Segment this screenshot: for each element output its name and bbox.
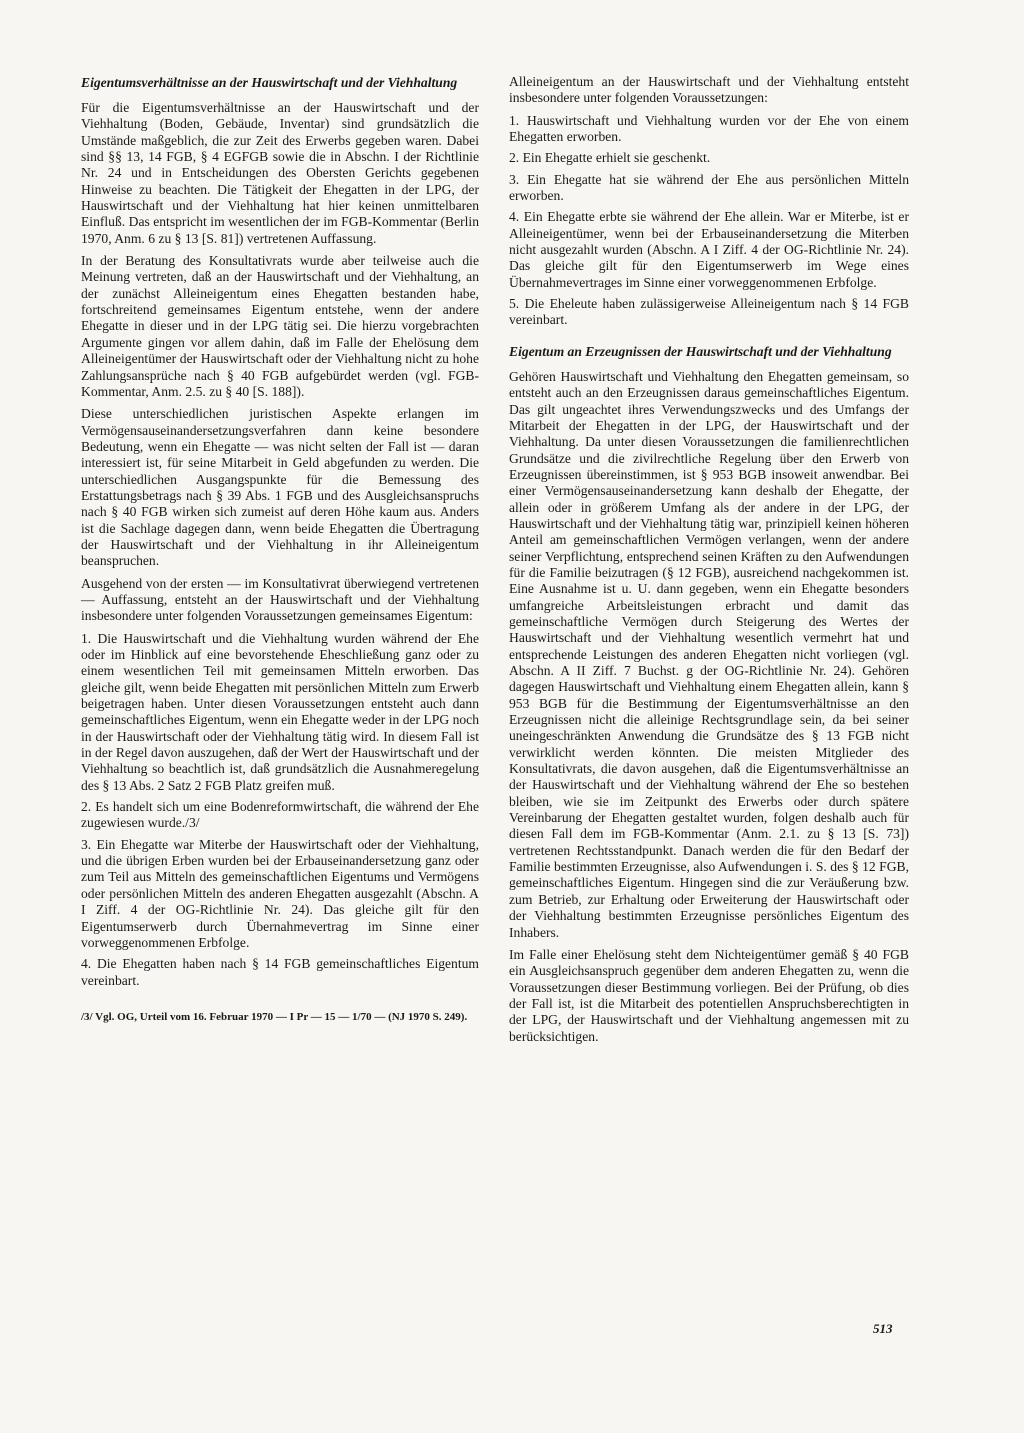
- paragraph: Gehören Hauswirtschaft und Viehhaltung den Ehegatten gemeinsam, so entsteht auch an den Erzeugnissen daraus gemeinschaftliches Eigentum. Das gilt ungeachtet ihres Verwendungszwecks und des Umfangs der Mitarbeit der Ehegatten in der LPG, der Hauswirtschaft und der Viehhaltung. Da unter diesen Voraussetzungen die familienrechtlichen Grundsätze und die zivilrechtliche Regelung über den Erwerb von Erzeugnissen übereinstimmen, ist § 953 BGB insoweit anwendbar. Bei einer Vermögensauseinandersetzung kann deshalb der Ehegatte, der allein oder in größerem Umfang als der andere in der LPG, der Hauswirtschaft und der Viehhaltung tätig war, prinzipiell keinen höheren Anteil am gemeinschaftlichen Vermögen verlangen, wenn der andere seiner Verpflichtung, entsprechend seinen Kräften zu den Aufwendungen für die Familie beizutragen (§ 12 FGB), ausreichend nachgekommen ist. Eine Ausnahme ist u. U. dann gegeben, wenn ein Ehegatte besonders umfangreiche Arbeitsleistungen erbracht und damit das gemeinschaftliche Vermögen durch Steigerung des Wertes der Hauswirtschaft und der Viehhaltung wesentlich vermehrt hat und entsprechende Leistungen des anderen Ehegatten nicht vorliegen (vgl. Abschn. A II Ziff. 7 Buchst. g der OG-Richtlinie Nr. 24). Gehören dagegen Hauswirtschaft und Viehhaltung einem Ehegatten allein, kann § 953 BGB für die Bestimmung der Eigentumsverhältnisse an den Erzeugnissen nicht die alleinige Rechtsgrundlage sein, da bei seiner uneingeschränkten Anwendung die Grundsätze des § 13 FGB nicht verwirklicht werden könnten. Die meisten Mitglieder des Konsultativrats, die davon ausgehen, daß die Eigentumsverhältnisse an der Hauswirtschaft und der Viehhaltung während der Ehe so bestehen bleiben, wie sie im Zeitpunkt des Erwerbs oder durch spätere Vereinbarung der Ehegatten gestaltet wurden, folgen deshalb auch für diesen Fall dem im FGB-Kommentar (Anm. 2.1. zu § 13 [S. 73]) vertretenen Rechtsstandpunkt. Danach werden die für den Bedarf der Familie bestimmten Erzeugnisse, also Aufwendungen i. S. des § 12 FGB, gemeinschaftliches Eigentum. Hingegen sind die zur Veräußerung bzw. zum Betrieb, zur Erhaltung oder Erweiterung der Hauswirtschaft oder der Viehhaltung bestimmten Erzeugnisse persönliches Eigentum des Inhabers.: [509, 368, 909, 940]
- paragraph: Diese unterschiedlichen juristischen Aspekte erlangen im Vermögensauseinandersetzungsverfahren dann keine besondere Bedeutung, wenn ein Ehegatte — was nicht selten der Fall ist — daran interessiert ist, für seine Mitarbeit in Geld abgefunden zu werden. Die unterschiedlichen Ausgangspunkte für die Bemessung des Erstattungsbetrags nach § 39 Abs. 1 FGB und des Ausgleichsanspruchs nach § 40 FGB wirken sich zumeist auf deren Höhe kaum aus. Anders ist die Sachlage dagegen dann, wenn beide Ehegatten die Übertragung der Hauswirtschaft und der Viehhaltung in ihr Alleineigentum beanspruchen.: [81, 406, 479, 569]
- list-item: 2. Es handelt sich um eine Bodenreformwirtschaft, die während der Ehe zugewiesen wurde./3/: [81, 799, 479, 831]
- list-item: 3. Ein Ehegatte war Miterbe der Hauswirtschaft oder der Viehhaltung, und die übrigen Erben wurden bei der Erbauseinandersetzung ganz oder zum Teil aus Mitteln des gemeinschaftlichen Eigentums und Vermögens oder persönlichen Mitteln des anderen Ehegatten ausgezahlt (Abschn. A I Ziff. 4 der OG-Richtlinie Nr. 24). Das gleiche gilt für den Eigentumserwerb durch Übernahmevertrag im Sinne einer vorweggenommenen Erbfolge.: [81, 836, 479, 950]
- right-column: [509, 74, 909, 1051]
- section-heading-ownership: Eigentumsverhältnisse an der Hauswirtschaft und der Viehhaltung: [81, 75, 458, 90]
- list-item: 4. Ein Ehegatte erbte sie während der Ehe allein. War er Miterbe, ist er Alleineigentümer, wenn bei der Erbauseinandersetzung die Miterben nicht ausgezahlt wurden (Abschn. A I Ziff. 4 der OG-Richtlinie Nr. 24). Das gleiche gilt für den Eigentumserwerb im Wege eines Übernahmevertrages im Sinne einer vorweggenommenen Erbfolge.: [509, 209, 909, 290]
- list-item: 1. Die Hauswirtschaft und die Viehhaltung wurden während der Ehe oder im Hinblick auf eine bevorstehende Eheschließung ganz oder zu einem wesentlichen Teil mit gemeinsamen Mitteln erworben. Das gleiche gilt, wenn beide Ehegatten mit persönlichen Mitteln zum Erwerb beigetragen haben. Unter diesen Voraussetzungen entsteht auch dann gemeinschaftliches Eigentum, wenn ein Ehegatte weder in der LPG noch in der Hauswirtschaft oder der Viehhaltung tätig wird. In diesem Fall ist in der Regel davon auszugehen, daß der Wert der Hauswirtschaft und der Viehhaltung so beachtlich ist, daß grundsätzlich die Ausnahmeregelung des § 13 Abs. 2 Satz 2 FGB Platz greifen muß.: [81, 630, 479, 793]
- section-heading-products: Eigentum an Erzeugnissen der Hauswirtschaft und der Viehhaltung: [509, 343, 892, 359]
- paragraph: Für die Eigentumsverhältnisse an der Hauswirtschaft und der Viehhaltung (Boden, Gebäude, Inventar) sind grundsätzlich die Umstände maßgeblich, die zur Zeit des Erwerbs gegeben waren. Dabei sind §§ 13, 14 FGB, § 4 EGFGB sowie die in Abschn. I der Richtlinie Nr. 24 und in Entscheidungen des Obersten Gerichts gegebenen Hinweise zu beachten. Die Tätigkeit der Ehegatten in der LPG, der Hauswirtschaft und der Viehhaltung hat hier keinen unmittelbaren Einfluß. Das entspricht im wesentlichen der im FGB-Kommentar (Berlin 1970, Anm. 6 zu § 13 [S. 81]) vertretenen Auffassung.: [81, 100, 479, 246]
- left-column: [81, 74, 479, 1035]
- list-item: 5. Die Eheleute haben zulässigerweise Alleineigentum nach § 14 FGB vereinbart.: [509, 296, 909, 328]
- paragraph: Alleineigentum an der Hauswirtschaft und der Viehhaltung entsteht insbesondere unter folgenden Voraussetzungen:: [509, 74, 909, 106]
- paragraph: In der Beratung des Konsultativrats wurde aber teilweise auch die Meinung vertreten, daß an der Hauswirtschaft und der Viehhaltung, an der zunächst Alleineigentum eines Ehegatten bestanden habe, fortschreitend gemeinsames Eigentum entstehe, wenn der andere Ehegatte in dieser und in der LPG tätig sei. Die hierzu vorgebrachten Argumente gingen vor allem dahin, daß im Falle der Ehelösung dem Alleineigentümer der Hauswirtschaft oder der Viehhaltung nicht zu hohe Zahlungsansprüche nach § 40 FGB aufgebürdet werden (vgl. FGB-Kommentar, Anm. 2.5. zu § 40 [S. 188]).: [81, 253, 479, 399]
- page-number: 513: [873, 1321, 893, 1336]
- list-item: 1. Hauswirtschaft und Viehhaltung wurden vor der Ehe von einem Ehegatten erworben.: [509, 112, 909, 145]
- list-item: 2. Ein Ehegatte erhielt sie geschenkt.: [509, 150, 711, 166]
- paragraph: Im Falle einer Ehelösung steht dem Nichteigentümer gemäß § 40 FGB ein Ausgleichsanspruch gegenüber dem anderen Ehegatten zu, wenn die Voraussetzungen dieser Bestimmung vorliegen. Bei der Prüfung, ob dies der Fall ist, ist die Mitarbeit des potentiellen Anspruchsberechtigten in der LPG, der Hauswirtschaft und der Viehhaltung angemessen mit zu berücksichtigen.: [509, 946, 909, 1044]
- footnote: /3/ Vgl. OG, Urteil vom 16. Februar 1970 — I Pr — 15 — 1/70 — (NJ 1970 S. 249).: [81, 1010, 468, 1023]
- list-item: 3. Ein Ehegatte hat sie während der Ehe aus persönlichen Mitteln erworben.: [509, 171, 909, 204]
- list-item: 4. Die Ehegatten haben nach § 14 FGB gemeinschaftliches Eigentum vereinbart.: [81, 956, 479, 988]
- paragraph: Ausgehend von der ersten — im Konsultativrat überwiegend vertretenen — Auffassung, entsteht an der Hauswirtschaft und der Viehhaltung insbesondere unter folgenden Voraussetzungen gemeinsames Eigentum:: [81, 575, 479, 624]
